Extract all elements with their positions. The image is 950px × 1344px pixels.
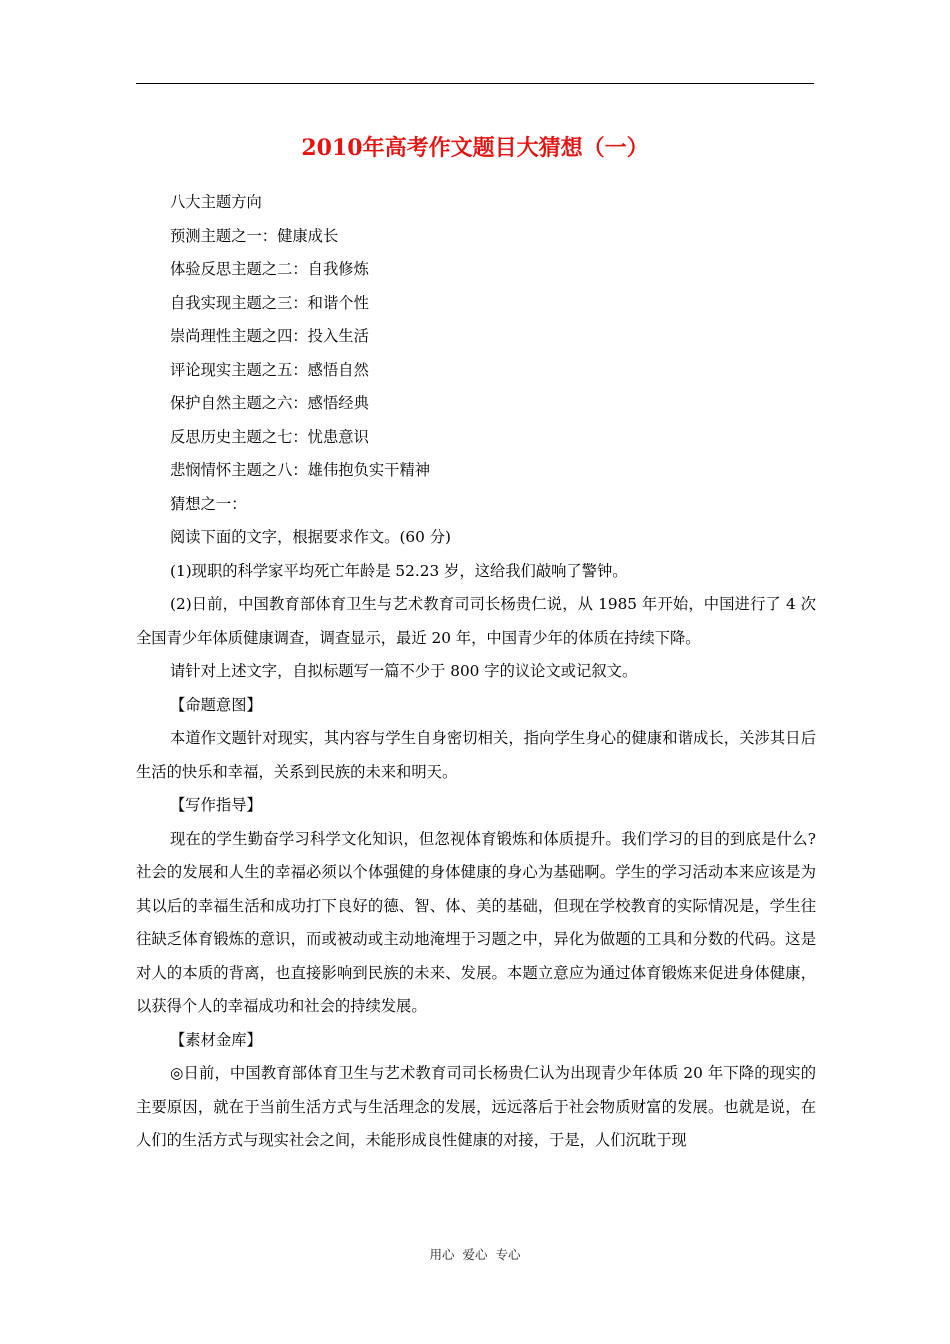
theme-line-1: 预测主题之一：健康成长 [170,226,339,245]
page-footer: 用心 爱心 专心 [429,1247,521,1262]
document-title: 2010年高考作文题目大猜想（一） [301,135,649,161]
theme-line-4: 崇尚理性主题之四：投入生活 [170,327,369,345]
section-heading-intent: 【命题意图】 [170,695,262,714]
theme-line-5: 评论现实主题之五：感悟自然 [170,360,369,379]
theme-heading: 八大主题方向 [170,193,262,211]
material-paragraph: ◎日前，中国教育部体育卫生与艺术教育司司长杨贵仁认为出现青少年体质 20 年下降的现实的主要原因，就在于当前生活方式与生活理念的发展，远远落后于社会物质财富的发展。也就是说，在人们的生活方式与现实社会之间，未能形成良性健康的对接，于是，人们沉耽于现 [136,1064,816,1149]
prompt-instruction: 阅读下面的文字，根据要求作文。(60 分) [170,528,452,546]
section-heading-guide: 【写作指导】 [170,796,262,814]
document-body [136,186,816,1158]
theme-line-6: 保护自然主题之六：感悟经典 [170,394,369,412]
theme-line-7: 反思历史主题之七：忧患意识 [170,427,369,446]
header-rule [136,83,814,84]
guess-heading: 猜想之一： [170,494,247,513]
intent-paragraph: 本道作文题针对现实，其内容与学生自身密切相关，指向学生身心的健康和谐成长，关涉其日后生活的快乐和幸福，关系到民族的未来和明天。 [136,729,816,781]
section-heading-material: 【素材金库】 [170,1030,262,1049]
prompt-material-1: (1)现职的科学家平均死亡年龄是 52.23 岁，这给我们敲响了警钟。 [170,561,628,580]
prompt-requirement: 请针对上述文字，自拟标题写一篇不少于 800 字的议论文或记叙文。 [170,662,638,680]
guide-paragraph: 现在的学生勤奋学习科学文化知识，但忽视体育锻炼和体质提升。我们学习的目的到底是什么?社会的发展和人生的幸福必须以个体强健的身体健康的身心为基础啊。学生的学习活动本来应该是为其以后的幸福生活和成功打下良好的德、智、体、美的基础，但现在学校教育的实际情况是，学生往往缺乏体育锻炼的意识，而或被动或主动地淹埋于习题之中，异化为做题的工具和分数的代码。这是对人的本质的背离，也直接影响到民族的未来、发展。本题立意应为通过体育锻炼来促进身体健康，以获得个人的幸福成功和社会的持续发展。 [136,829,816,1015]
theme-line-3: 自我实现主题之三：和谐个性 [170,293,369,312]
theme-line-8: 悲悯情怀主题之八：雄伟抱负实干精神 [170,461,431,479]
prompt-material-2: (2)日前，中国教育部体育卫生与艺术教育司司长杨贵仁说，从 1985 年开始，中国进行了 4 次全国青少年体质健康调查，调查显示，最近 20 年，中国青少年的体质在持续下降。 [136,595,816,647]
theme-line-2: 体验反思主题之二：自我修炼 [170,260,369,278]
